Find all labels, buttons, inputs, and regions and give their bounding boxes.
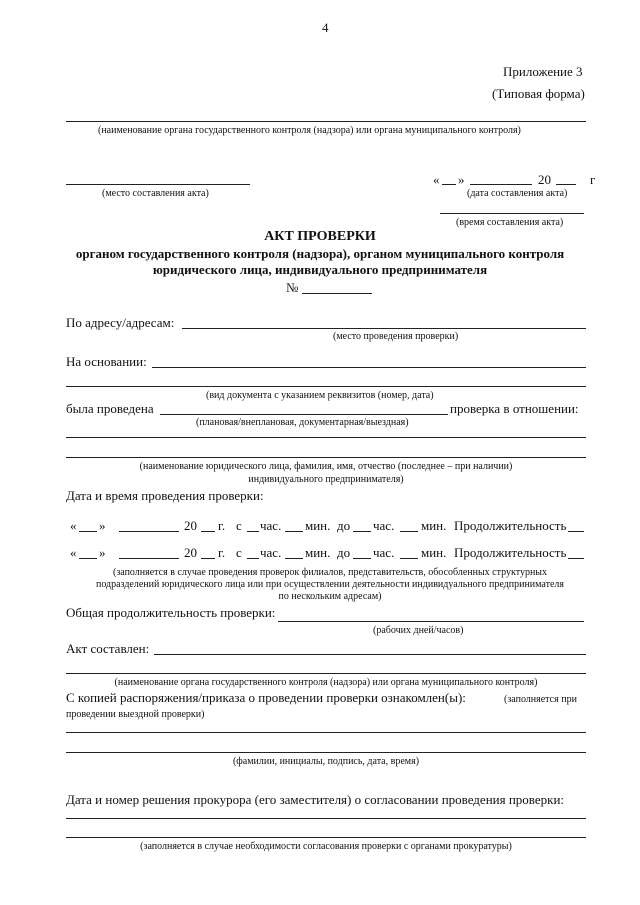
basis-label: На основании: [66, 354, 147, 369]
row2-open-quote: « [70, 545, 77, 560]
row1-year-line[interactable] [201, 531, 215, 532]
year-prefix: 20 [538, 172, 551, 187]
day-line[interactable] [442, 184, 456, 185]
row2-day-line[interactable] [79, 558, 97, 559]
date-open-quote: « [433, 172, 440, 187]
row2-min-label: мин. [305, 545, 331, 560]
total-duration-label: Общая продолжительность проверки: [66, 605, 276, 620]
row1-year-prefix: 20 [184, 518, 197, 533]
time-line[interactable] [440, 213, 584, 214]
composed-line-2[interactable] [66, 673, 586, 674]
entity-line-1[interactable] [66, 437, 586, 438]
row2-do-label: до [337, 545, 351, 560]
signature-line-1[interactable] [66, 732, 586, 733]
row1-hour-label: час. [260, 518, 282, 533]
copy-note-1: (заполняется при [504, 694, 577, 705]
year-suffix: г [590, 172, 596, 187]
document-subtitle-1: органом государственного контроля (надзора), органом муниципального контроля [75, 246, 565, 261]
branches-hint-1: (заполняется в случае проведения проверок филиалов, представительств, обособленных структурных [112, 567, 548, 578]
row2-s-label: с [236, 545, 242, 560]
place-hint: (место составления акта) [102, 188, 209, 199]
check-type-line[interactable] [160, 414, 448, 415]
basis-line[interactable] [152, 367, 586, 368]
row1-from-hour-line[interactable] [247, 531, 259, 532]
row2-duration-line[interactable] [568, 558, 584, 559]
row1-to-min-label: мин. [421, 518, 447, 533]
row1-g-label: г. [218, 518, 226, 533]
days-hours-hint: (рабочих дней/часов) [373, 625, 464, 636]
composed-line[interactable] [154, 654, 586, 655]
signature-line-2[interactable] [66, 752, 586, 753]
document-title: АКТ ПРОВЕРКИ [264, 229, 376, 244]
org-name-hint: (наименование органа государственного контроля (надзора) или органа муниципального контроля) [98, 125, 521, 136]
act-number-line[interactable] [302, 293, 372, 294]
row2-to-min-label: мин. [421, 545, 447, 560]
row2-to-min-line[interactable] [400, 558, 418, 559]
total-duration-line[interactable] [278, 621, 584, 622]
conducted-label: была проведена [66, 401, 154, 416]
datetime-label: Дата и время проведения проверки: [66, 488, 264, 503]
signature-hint: (фамилии, инициалы, подпись, дата, время) [232, 756, 420, 767]
row2-to-hour-line[interactable] [353, 558, 371, 559]
row2-month-line[interactable] [119, 558, 179, 559]
branches-hint-3: по нескольким адресам) [278, 591, 382, 602]
prosecutor-hint: (заполняется в случае необходимости согласования проверки с органами прокуратуры) [140, 841, 512, 852]
row1-open-quote: « [70, 518, 77, 533]
row1-do-label: до [337, 518, 351, 533]
row1-day-line[interactable] [79, 531, 97, 532]
prosecutor-label: Дата и номер решения прокурора (его заместителя) о согласовании проведения проверки: [66, 792, 565, 807]
basis-line-2[interactable] [66, 386, 586, 387]
entity-line-2[interactable] [66, 457, 586, 458]
row1-duration-line[interactable] [568, 531, 584, 532]
row1-to-min-line[interactable] [400, 531, 418, 532]
date-close-quote: » [458, 172, 465, 187]
row2-to-hour-label: час. [373, 545, 395, 560]
row1-s-label: с [236, 518, 242, 533]
appendix-label: Приложение 3 [503, 64, 583, 79]
row1-from-min-line[interactable] [285, 531, 303, 532]
entity-hint-2: индивидуального предпринимателя) [248, 474, 404, 485]
prosecutor-line-1[interactable] [66, 818, 586, 819]
month-line[interactable] [470, 184, 532, 185]
copy-note-2: проведении выездной проверки) [66, 709, 205, 720]
row1-min-label: мин. [305, 518, 331, 533]
row2-hour-label: час. [260, 545, 282, 560]
row2-from-min-line[interactable] [285, 558, 303, 559]
row1-duration-label: Продолжительность [454, 518, 567, 533]
place-line[interactable] [66, 184, 250, 185]
page-number: 4 [322, 20, 329, 35]
check-place-hint: (место проведения проверки) [333, 331, 459, 342]
row2-close-quote: » [99, 545, 106, 560]
copy-acknowledged-label: С копией распоряжения/приказа о проведении проверки ознакомлен(ы): [66, 690, 466, 705]
entity-hint-1: (наименование юридического лица, фамилия, имя, отчество (последнее – при наличии) [139, 461, 513, 472]
row1-to-hour-label: час. [373, 518, 395, 533]
row2-from-hour-line[interactable] [247, 558, 259, 559]
year-line[interactable] [556, 184, 576, 185]
composed-label: Акт составлен: [66, 641, 150, 656]
branches-hint-2: подразделений юридического лица или при осуществлении деятельности индивидуального предпринимателя [95, 579, 565, 590]
number-sign: № [286, 280, 299, 295]
row1-to-hour-line[interactable] [353, 531, 371, 532]
row1-month-line[interactable] [119, 531, 179, 532]
time-hint: (время составления акта) [456, 217, 564, 228]
document-subtitle-2: юридического лица, индивидуального предпринимателя [152, 262, 488, 277]
document-hint: (вид документа с указанием реквизитов (номер, дата) [206, 390, 434, 401]
prosecutor-line-2[interactable] [66, 837, 586, 838]
org-name-line[interactable] [66, 121, 586, 122]
composer-org-hint: (наименование органа государственного контроля (надзора) или органа муниципального контроля) [114, 677, 538, 688]
row1-close-quote: » [99, 518, 106, 533]
row2-g-label: г. [218, 545, 226, 560]
row2-year-line[interactable] [201, 558, 215, 559]
form-type-label: (Типовая форма) [492, 86, 585, 101]
row2-year-prefix: 20 [184, 545, 197, 560]
date-hint: (дата составления акта) [467, 188, 568, 199]
row2-duration-label: Продолжительность [454, 545, 567, 560]
address-label: По адресу/адресам: [66, 315, 175, 330]
check-type-hint: (плановая/внеплановая, документарная/выездная) [196, 417, 409, 428]
regarding-label: проверка в отношении: [450, 401, 579, 416]
address-line[interactable] [182, 328, 586, 329]
